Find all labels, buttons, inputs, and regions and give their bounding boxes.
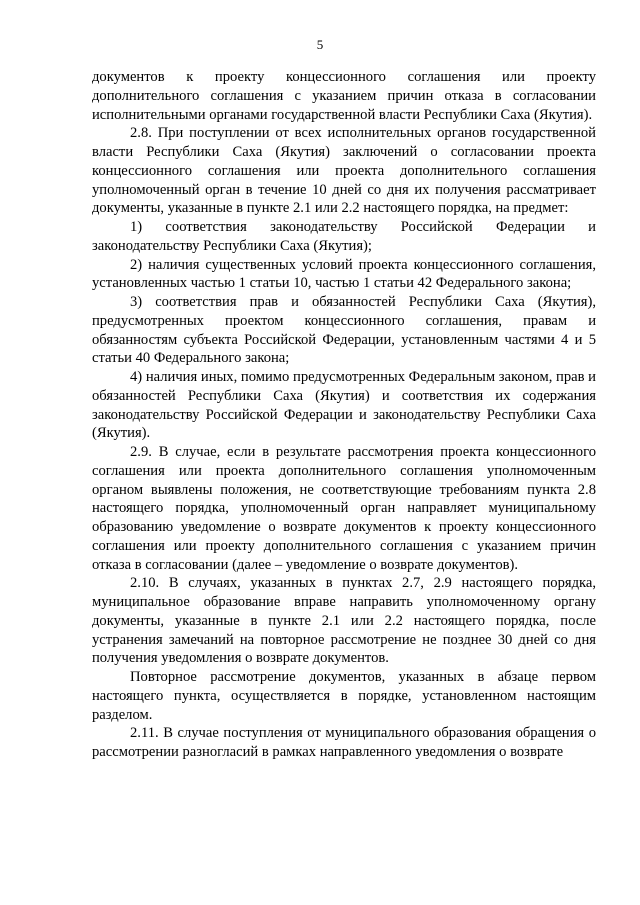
paragraph-2-11: 2.11. В случае поступления от муниципального образования обращения о рассмотрении разногласий в рамках направленного уведомления о возврате — [92, 725, 596, 760]
page-number: 5 — [316, 37, 324, 52]
paragraph-2-8: 2.8. При поступлении от всех исполнительных органов государственной власти Республики Саха (Якутия) заключений о согласовании проекта концессионного соглашения или проекта дополнительного соглашения уполномоченный орган в течение 10 дней со дня их получения рассматривает документы, указанные в пункте 2.1 или 2.2 настоящего порядка, на предмет: — [92, 125, 596, 217]
list-item-1: 1) соответствия законодательству Российской Федерации и законодательству Республики Саха (Якутия); — [92, 219, 596, 254]
list-item-2: 2) наличия существенных условий проекта концессионного соглашения, установленных частью 1 статьи 10, частью 1 статьи 42 Федерального закона; — [92, 256, 596, 292]
paragraph-2-10: 2.10. В случаях, указанных в пунктах 2.7, 2.9 настоящего порядка, муниципальное образование вправе направить уполномоченному органу документы, указанные в пункте 2.1 или 2.2 настоящего порядка, после устранения замечаний на повторное рассмотрение не позднее 30 дней со дня получения уведомления о возврате документов. — [92, 575, 596, 667]
paragraph-continuation: документов к проекту концессионного соглашения или проекту дополнительного соглашения с указанием причин отказа в согласовании исполнительными органами государственной власти Республики Саха (Якутия). — [92, 69, 596, 123]
document-body — [92, 68, 596, 762]
list-item-3: 3) соответствия прав и обязанностей Республики Саха (Якутия), предусмотренных проектом концессионного соглашения, правам и обязанностям субъекта Российской Федерации, установленным частями 4 и 5 статьи 40 Федерального закона; — [92, 294, 596, 367]
paragraph-2-10-second: Повторное рассмотрение документов, указанных в абзаце первом настоящего пункта, осуществляется в порядке, установленном настоящим разделом. — [92, 669, 596, 723]
paragraph-2-9: 2.9. В случае, если в результате рассмотрения проекта концессионного соглашения или проекта дополнительного соглашения уполномоченным органом выявлены положения, не соответствующие требованиям пункта 2.8 настоящего порядка, уполномоченный орган направляет муниципальному образованию уведомление о возврате документов к проекту концессионного соглашения или проекту дополнительного соглашения с указанием причин отказа в согласовании (далее – уведомление о возврате документов). — [92, 444, 596, 573]
list-item-4: 4) наличия иных, помимо предусмотренных Федеральным законом, прав и обязанностей Республики Саха (Якутия) и соответствия их содержания законодательству Российской Федерации и законодательству Республики Саха (Якутия). — [92, 369, 596, 442]
